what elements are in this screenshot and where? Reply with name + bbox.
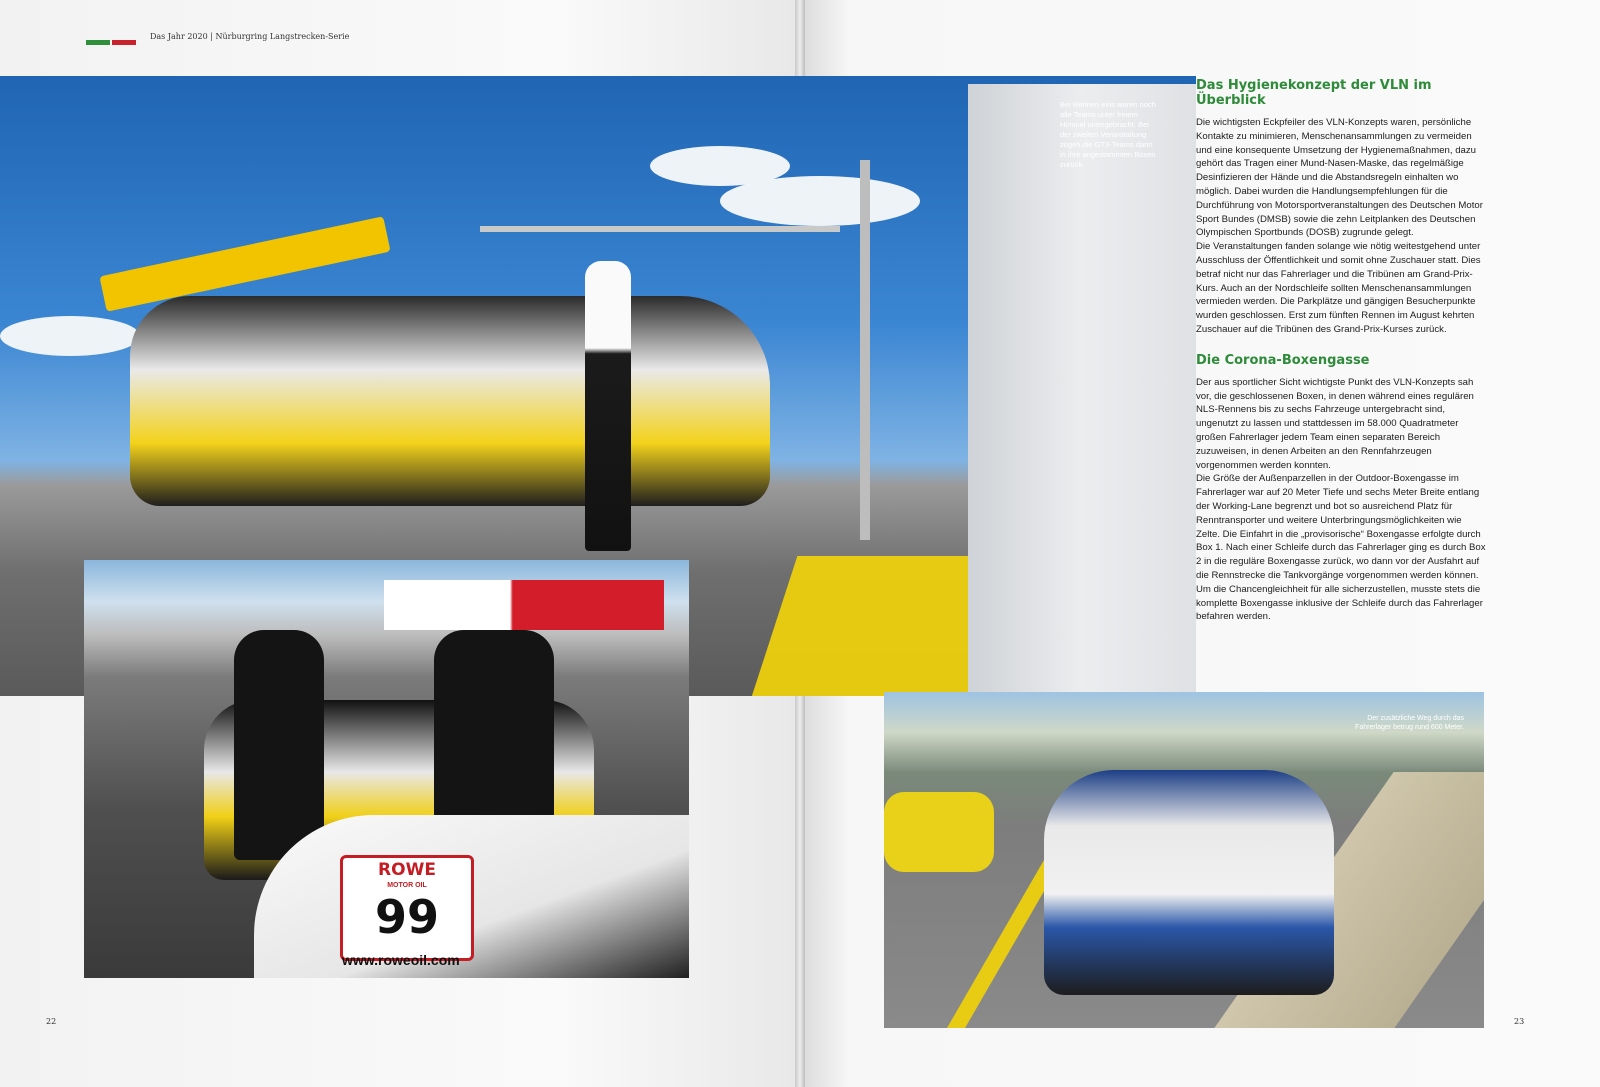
plate-url: www.roweoil.com xyxy=(342,952,460,968)
fuel-gantry-arm xyxy=(480,226,840,232)
mechanic-figure xyxy=(585,261,631,551)
photo-pitlane-bmw xyxy=(884,692,1484,1028)
flag-red-bar xyxy=(112,40,136,45)
cloud xyxy=(720,176,920,226)
gantry-pole xyxy=(860,160,870,540)
mechanic-left xyxy=(234,630,324,860)
plate-sub: MOTOR OIL xyxy=(387,882,427,889)
pitlane-caption: Der zusätzliche Weg durch das Fahrerlager betrug rund 600 Meter. xyxy=(1355,715,1464,731)
hero-caption: Bei Rennen eins waren noch alle Teams unter freiem Himmel untergebracht. Bei der zweiten Veranstaltung zogen die GT3-Teams dann in ihre angestammten Boxen zurück. xyxy=(1060,100,1156,169)
heading-corona-boxengasse: Die Corona-Boxengasse xyxy=(1196,352,1370,368)
cloud xyxy=(0,316,140,356)
heading-hygienekonzept: Das Hygienekonzept der VLN im Überblick xyxy=(1196,78,1432,108)
paragraph-2: Die Veranstaltungen fanden solange wie nötig weitestgehend unter Ausschluss der Öffentlichkeit und somit ohne Zuschauer statt. Dies betraf nicht nur das Fahrerlager und die Tribünen am Grand-Prix-Kurs. Auch an der Nordschleife sollten Menschenansammlungen vermieden werden. Die Parkplätze und gängigen Besucherpunkte wurden geschlossen. Erst zum fünften Rennen im August kehrten Zuschauer auf die Tribünen des Grand-Prix-Kurses zurück. xyxy=(1196,241,1481,335)
paragraph-1: Die wichtigsten Eckpfeiler des VLN-Konzepts waren, persönliche Kontakte zu minimieren, Menschenansammlungen zu vermeiden und eine konsequente Umsetzung der Hygienemaßnahmen, dazu gehört das Tragen einer Mund-Nasen-Maske, das regelmäßige Desinfizieren der Hände und die Abstandsregeln einhalten wo möglich. Dabei wurden die Handlungsempfehlungen für die Durchführung von Motorsportveranstaltungen des Deutschen Motor Sport Bundes (DMSB) sowie die zehn Leitplanken des Deutschen Olympischen Sportbunds (DOSB) zugrunde gelegt. xyxy=(1196,117,1483,239)
race-car-bmw-m240 xyxy=(1044,770,1334,995)
paragraph-4: Die Größe der Außenparzellen in der Outdoor-Boxengasse im Fahrerlager war auf 20 Meter Tiefe und sechs Meter Breite entlang der Working-Lane begrenzt und bot so ausreichend Platz für Renntransporter und weitere Unterbringungsmöglichkeiten wie Zelte. Die Einfahrt in die „provisorische“ Boxengasse erfolgte durch Box 1. Nach einer Schleife durch das Fahrerlager ging es durch Box 2 in die reguläre Boxengasse zurück, wo dann vor der Ausfahrt auf die Rennstrecke die Tankvorgänge vorgenommen werden können. Um die Chancengleichheit für alle sicherzustellen, musste stets die komplette Boxengasse inklusive der Schleife durch das Fahrerlager befahren werden. xyxy=(1196,473,1486,623)
yellow-car-left xyxy=(884,792,994,872)
plate-number: 99 xyxy=(374,890,439,944)
page-number-left: 22 xyxy=(46,1017,57,1026)
race-number-plate xyxy=(340,855,474,961)
plate-brand: ROWE xyxy=(378,860,436,880)
flag-green-bar xyxy=(86,40,110,45)
paragraph-3: Der aus sportlicher Sicht wichtigste Punkt des VLN-Konzepts sah vor, die geschlossenen Boxen, in denen während eines regulären NLS-Rennens bis zu sechs Fahrzeuge untergebracht sind, ungenutzt zu lassen und stattdessen im 58.000 Quadratmeter großen Fahrerlager jedem Team einen separaten Bereich zuzuweisen, in denen Arbeiten an den Rennfahrzeugen vorgenommen werden konnten. xyxy=(1196,376,1474,471)
running-head: Das Jahr 2020 | Nürburgring Langstrecken-Serie xyxy=(150,32,350,41)
article-column xyxy=(1196,78,1488,624)
race-car-bmw xyxy=(130,296,770,506)
pit-wall xyxy=(968,84,1196,696)
paddock-tents xyxy=(384,580,664,630)
page-number-right: 23 xyxy=(1514,1017,1525,1026)
